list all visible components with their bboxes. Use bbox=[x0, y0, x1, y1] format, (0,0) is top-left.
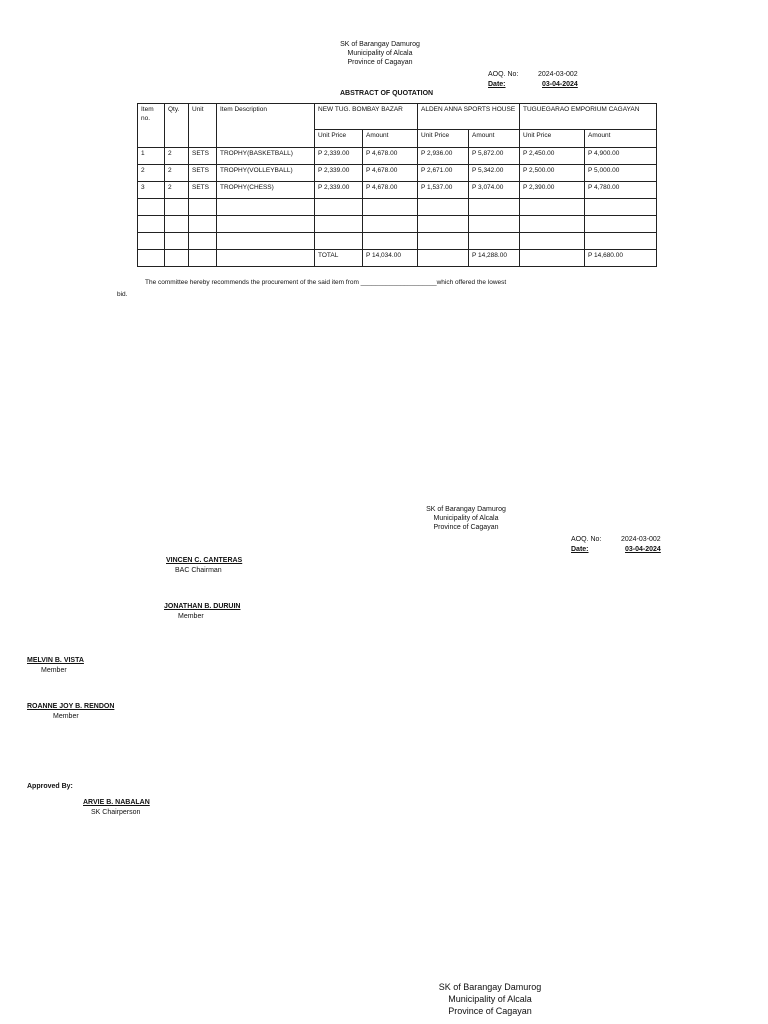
header-line2: Municipality of Alcala bbox=[448, 994, 532, 1004]
page1-aoq-block bbox=[488, 70, 584, 90]
signatory-approver bbox=[83, 798, 150, 818]
approved-by-label bbox=[27, 782, 73, 792]
th-unit-price: Unit Price bbox=[520, 130, 585, 148]
page2-header bbox=[416, 505, 516, 532]
signatory-member1 bbox=[164, 602, 240, 622]
th-unit: Unit bbox=[189, 104, 217, 148]
table-row-empty bbox=[138, 216, 657, 233]
cell-s3-unit-price: P 2,390.00 bbox=[520, 182, 585, 199]
th-description: Item Description bbox=[217, 104, 315, 148]
chairman-name: VINCEN C. CANTERAS bbox=[166, 557, 243, 564]
th-unit-price: Unit Price bbox=[418, 130, 469, 148]
total-label: TOTAL bbox=[315, 250, 363, 267]
th-amount: Amount bbox=[469, 130, 520, 148]
header-line1: SK of Barangay Damurog bbox=[340, 41, 420, 48]
th-amount: Amount bbox=[363, 130, 418, 148]
cell-item: 1 bbox=[138, 148, 165, 165]
page-title: ABSTRACT OF QUOTATION bbox=[340, 90, 434, 97]
approved-by-text: Approved By: bbox=[27, 783, 73, 790]
cell-unit: SETS bbox=[189, 148, 217, 165]
header-line1: SK of Barangay Damurog bbox=[426, 506, 506, 513]
cell-s2-amount: P 5,342.00 bbox=[469, 165, 520, 182]
cell-s2-unit-price: P 1,537.00 bbox=[418, 182, 469, 199]
cell-s3-unit-price: P 2,450.00 bbox=[520, 148, 585, 165]
member3-role: Member bbox=[53, 713, 79, 720]
signatory-chairman bbox=[166, 556, 242, 576]
aoq-no-label: AOQ. No: bbox=[488, 71, 519, 78]
total-s1: P 14,034.00 bbox=[363, 250, 418, 267]
cell-desc: TROPHY(CHESS) bbox=[217, 182, 315, 199]
total-s3: P 14,680.00 bbox=[585, 250, 657, 267]
cell-s1-unit-price: P 2,339.00 bbox=[315, 165, 363, 182]
page2-aoq-block bbox=[571, 535, 667, 555]
aoq-date-value: 03-04-2024 bbox=[542, 81, 578, 88]
quotation-table bbox=[137, 103, 657, 267]
aoq-no-label: AOQ. No: bbox=[571, 536, 602, 543]
header-line3: Province of Cagayan bbox=[433, 524, 499, 531]
cell-s2-unit-price: P 2,671.00 bbox=[418, 165, 469, 182]
member2-role: Member bbox=[41, 667, 67, 674]
th-supplier3: TUGUEGARAO EMPORIUM CAGAYAN bbox=[520, 104, 657, 130]
recommendation-line1: The committee hereby recommends the procurement of the said item from _____________________which offered the lowest bbox=[145, 279, 507, 286]
cell-s1-unit-price: P 2,339.00 bbox=[315, 148, 363, 165]
cell-qty: 2 bbox=[165, 148, 189, 165]
aoq-date-value: 03-04-2024 bbox=[625, 546, 661, 553]
cell-s3-amount: P 5,000.00 bbox=[585, 165, 657, 182]
cell-item: 2 bbox=[138, 165, 165, 182]
cell-unit: SETS bbox=[189, 182, 217, 199]
approver-name: ARVIE B. NABALAN bbox=[83, 799, 150, 806]
cell-s3-unit-price: P 2,500.00 bbox=[520, 165, 585, 182]
aoq-no-value: 2024-03-002 bbox=[538, 71, 578, 78]
aoq-date-label: Date: bbox=[571, 546, 589, 553]
member1-name: JONATHAN B. DURUIN bbox=[164, 603, 241, 610]
cell-s1-amount: P 4,678.00 bbox=[363, 165, 418, 182]
recommendation-line2: bid. bbox=[117, 291, 128, 298]
header-line2: Municipality of Alcala bbox=[433, 515, 499, 522]
cell-s2-amount: P 5,872.00 bbox=[469, 148, 520, 165]
th-unit-price: Unit Price bbox=[315, 130, 363, 148]
page3-header bbox=[425, 981, 555, 1017]
header-line3: Province of Cagayan bbox=[347, 59, 413, 66]
signatory-member2 bbox=[27, 656, 84, 676]
th-item-no: Item no. bbox=[138, 104, 165, 148]
table-row bbox=[138, 165, 657, 182]
cell-s3-amount: P 4,780.00 bbox=[585, 182, 657, 199]
cell-item: 3 bbox=[138, 182, 165, 199]
table-row bbox=[138, 148, 657, 165]
cell-s2-amount: P 3,074.00 bbox=[469, 182, 520, 199]
member3-name: ROANNE JOY B. RENDON bbox=[27, 703, 115, 710]
th-qty: Qty. bbox=[165, 104, 189, 148]
approver-role: SK Chairperson bbox=[91, 809, 141, 816]
th-supplier2: ALDEN ANNA SPORTS HOUSE bbox=[418, 104, 520, 130]
cell-desc: TROPHY(VOLLEYBALL) bbox=[217, 165, 315, 182]
member1-role: Member bbox=[178, 613, 204, 620]
th-supplier1: NEW TUG. BOMBAY BAZAR bbox=[315, 104, 418, 130]
table-row bbox=[138, 182, 657, 199]
table-row-empty bbox=[138, 233, 657, 250]
total-s2: P 14,288.00 bbox=[469, 250, 520, 267]
cell-desc: TROPHY(BASKETBALL) bbox=[217, 148, 315, 165]
cell-qty: 2 bbox=[165, 182, 189, 199]
header-line3: Province of Cagayan bbox=[448, 1006, 532, 1016]
aoq-no-value: 2024-03-002 bbox=[621, 536, 661, 543]
cell-s3-amount: P 4,900.00 bbox=[585, 148, 657, 165]
cell-s1-unit-price: P 2,339.00 bbox=[315, 182, 363, 199]
cell-qty: 2 bbox=[165, 165, 189, 182]
table-row-empty bbox=[138, 199, 657, 216]
header-line2: Municipality of Alcala bbox=[347, 50, 413, 57]
member2-name: MELVIN B. VISTA bbox=[27, 657, 84, 664]
cell-unit: SETS bbox=[189, 165, 217, 182]
page1-header bbox=[330, 40, 430, 67]
aoq-date-label: Date: bbox=[488, 81, 506, 88]
chairman-role: BAC Chairman bbox=[175, 567, 222, 574]
cell-s1-amount: P 4,678.00 bbox=[363, 182, 418, 199]
table-total-row bbox=[138, 250, 657, 267]
signatory-member3 bbox=[27, 702, 114, 722]
cell-s2-unit-price: P 2,936.00 bbox=[418, 148, 469, 165]
header-line1: SK of Barangay Damurog bbox=[438, 982, 542, 992]
cell-s1-amount: P 4,678.00 bbox=[363, 148, 418, 165]
th-amount: Amount bbox=[585, 130, 657, 148]
